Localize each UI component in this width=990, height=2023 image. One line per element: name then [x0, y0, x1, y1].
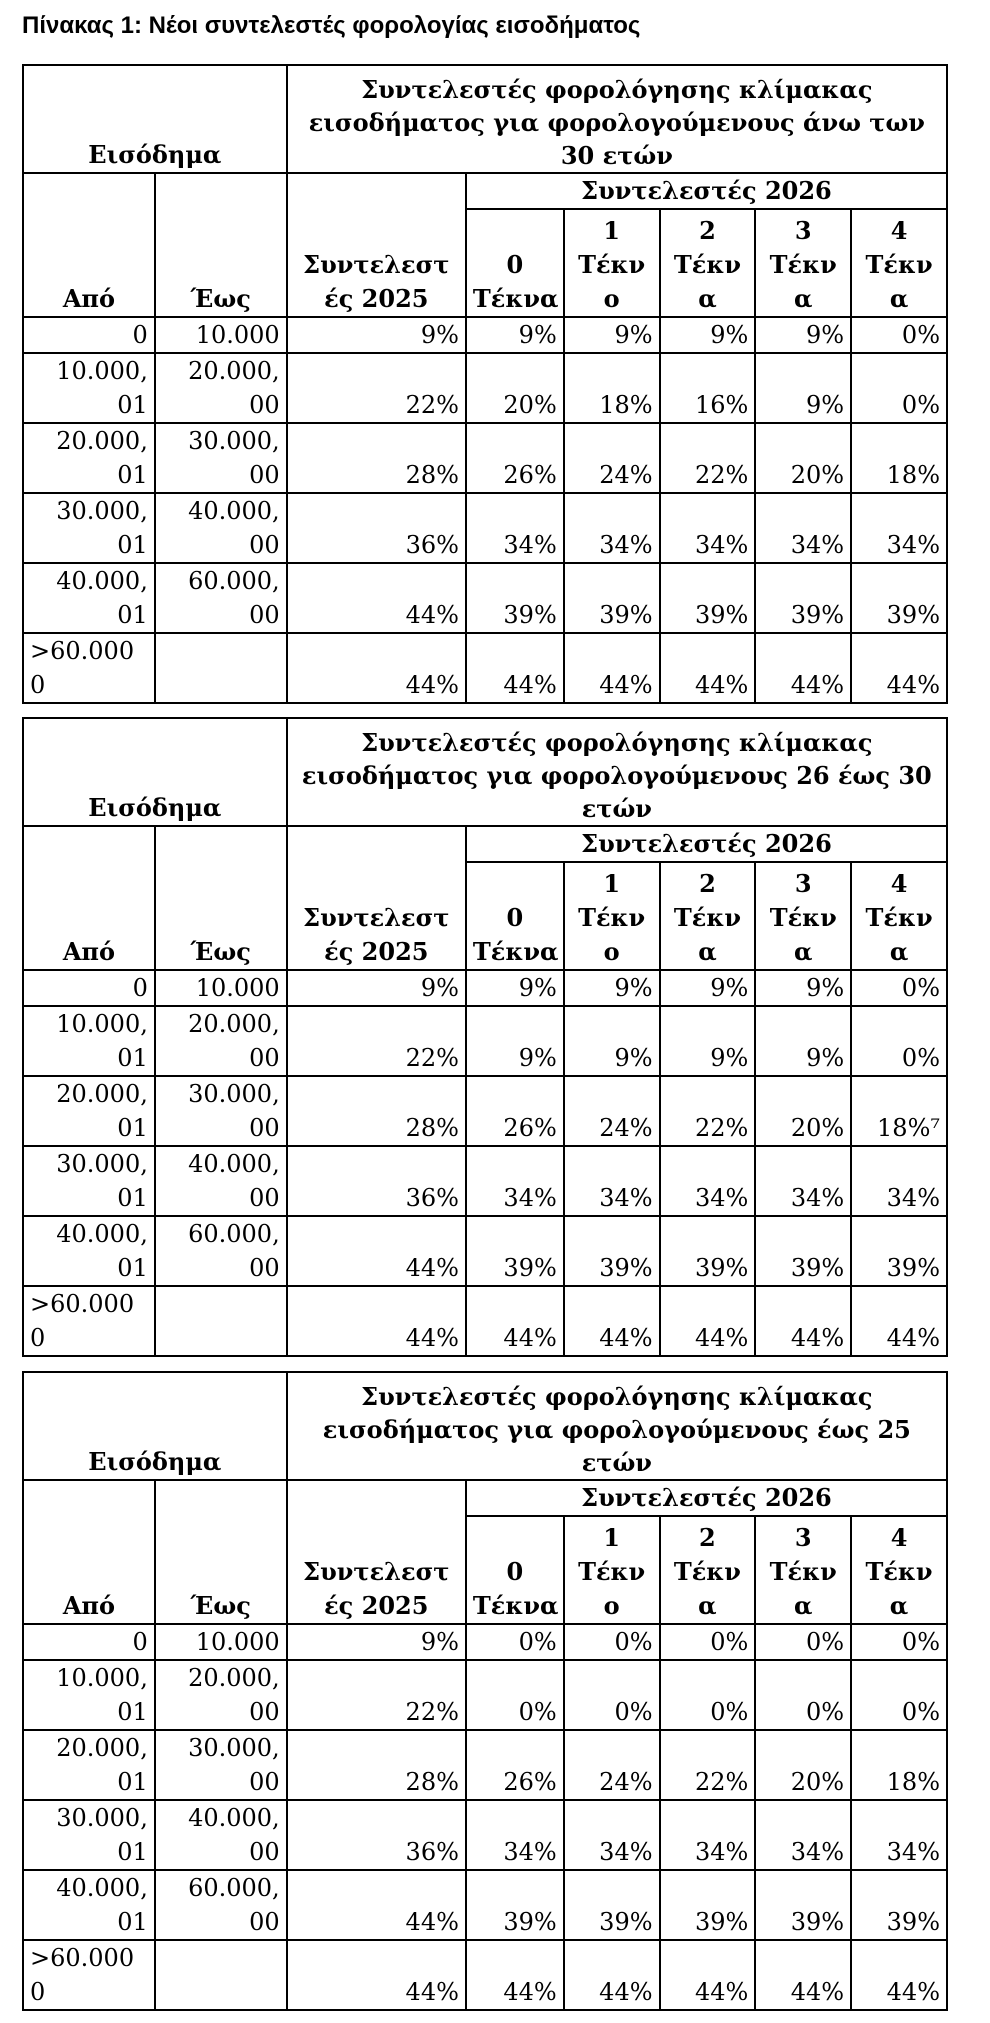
table-header-row	[23, 1372, 947, 1480]
table-row	[23, 1800, 947, 1870]
rate-2025-cell: 36%	[287, 1146, 466, 1216]
table-subheader-row	[23, 826, 947, 862]
rate-2026-cell: 18%	[851, 423, 947, 493]
income-to-cell: 40.000, 00	[155, 493, 287, 563]
rate-2026-cell: 34%	[564, 493, 660, 563]
rate-2026-cell: 44%	[564, 1940, 660, 2010]
income-header: Εισόδημα	[23, 718, 287, 826]
rate-2026-cell: 39%	[466, 1870, 564, 1940]
rate-2026-cell: 34%	[660, 493, 756, 563]
children-3-header: 3 Τέκν α	[755, 1516, 851, 1624]
rate-2026-cell: 0%	[755, 1624, 851, 1660]
rate-2026-cell: 34%	[755, 493, 851, 563]
income-to-cell: 40.000, 00	[155, 1800, 287, 1870]
rate-2026-cell: 9%	[564, 1006, 660, 1076]
rate-2025-cell: 44%	[287, 633, 466, 703]
rate-2026-cell: 44%	[851, 633, 947, 703]
rate-2026-cell: 39%	[755, 1870, 851, 1940]
rate-2026-cell: 9%	[755, 1006, 851, 1076]
rate-2026-cell: 24%	[564, 1076, 660, 1146]
rate-2025-cell: 44%	[287, 1870, 466, 1940]
rate-2026-cell: 34%	[564, 1146, 660, 1216]
rate-2026-cell: 34%	[466, 493, 564, 563]
rate-2026-cell: 26%	[466, 1730, 564, 1800]
income-from-cell: 10.000, 01	[23, 1660, 155, 1730]
income-from-cell: 40.000, 01	[23, 563, 155, 633]
income-from-cell: 40.000, 01	[23, 1216, 155, 1286]
income-from-cell: 0	[23, 1624, 155, 1660]
rate-2025-header: Συντελεστ ές 2025	[287, 826, 466, 970]
income-from-cell: >60.000 0	[23, 1286, 155, 1356]
rate-2026-cell: 44%	[660, 1286, 756, 1356]
rate-2026-cell: 18%	[851, 1730, 947, 1800]
income-from-cell: 30.000, 01	[23, 1146, 155, 1216]
rate-2026-cell: 44%	[466, 1286, 564, 1356]
rate-2026-cell: 34%	[660, 1800, 756, 1870]
rate-2026-cell: 39%	[755, 563, 851, 633]
income-to-cell: 60.000, 00	[155, 1870, 287, 1940]
to-header: Έως	[155, 826, 287, 970]
rate-2026-cell: 0%	[851, 1660, 947, 1730]
rate-2026-cell: 18%	[564, 353, 660, 423]
rate-2026-cell: 39%	[851, 1216, 947, 1286]
from-header: Από	[23, 826, 155, 970]
rate-2026-cell: 44%	[851, 1286, 947, 1356]
table-row	[23, 563, 947, 633]
tax-rate-table	[22, 64, 948, 704]
rate-2026-cell: 26%	[466, 1076, 564, 1146]
table-row	[23, 423, 947, 493]
rate-2026-cell: 0%	[564, 1624, 660, 1660]
table-subheader-row	[23, 173, 947, 209]
rate-2026-cell: 0%	[851, 1006, 947, 1076]
income-to-cell	[155, 1286, 287, 1356]
rate-2026-cell: 0%	[851, 970, 947, 1006]
rate-2026-cell: 9%	[755, 970, 851, 1006]
rate-2026-cell: 20%	[466, 353, 564, 423]
rate-2026-cell: 0%	[564, 1660, 660, 1730]
rate-2025-cell: 9%	[287, 317, 466, 353]
income-from-cell: 0	[23, 317, 155, 353]
rate-2026-cell: 39%	[564, 1216, 660, 1286]
table-header-row	[23, 65, 947, 173]
table-row	[23, 1146, 947, 1216]
table-row	[23, 1660, 947, 1730]
rate-2026-cell: 0%	[851, 353, 947, 423]
rate-2025-cell: 44%	[287, 1286, 466, 1356]
rate-2025-cell: 44%	[287, 1940, 466, 2010]
children-0-header: 0 Τέκνα	[466, 209, 564, 317]
table-title: Συντελεστές φορολόγησης κλίμακας εισοδήματος για φορολογούμενους 26 έως 30 ετών	[287, 718, 947, 826]
rate-2026-cell: 44%	[564, 1286, 660, 1356]
income-from-cell: 10.000, 01	[23, 353, 155, 423]
rate-2025-cell: 28%	[287, 1730, 466, 1800]
income-from-cell: 10.000, 01	[23, 1006, 155, 1076]
rate-2026-cell: 39%	[755, 1216, 851, 1286]
income-to-cell	[155, 633, 287, 703]
rate-2026-cell: 39%	[466, 563, 564, 633]
income-from-cell: 20.000, 01	[23, 1076, 155, 1146]
table-row	[23, 633, 947, 703]
rate-2026-cell: 9%	[466, 317, 564, 353]
income-to-cell: 40.000, 00	[155, 1146, 287, 1216]
table-subheader-row	[23, 1480, 947, 1516]
children-1-header: 1 Τέκν ο	[564, 1516, 660, 1624]
rate-2025-cell: 36%	[287, 493, 466, 563]
rate-2026-cell: 44%	[660, 633, 756, 703]
income-from-cell: 0	[23, 970, 155, 1006]
rate-2026-cell: 44%	[466, 1940, 564, 2010]
rates-2026-header: Συντελεστές 2026	[466, 826, 947, 862]
table-row	[23, 1624, 947, 1660]
rate-2026-cell: 20%	[755, 1730, 851, 1800]
rate-2025-cell: 36%	[287, 1800, 466, 1870]
rate-2026-cell: 44%	[851, 1940, 947, 2010]
income-to-cell: 30.000, 00	[155, 1730, 287, 1800]
income-header: Εισόδημα	[23, 1372, 287, 1480]
rate-2025-cell: 28%	[287, 1076, 466, 1146]
income-header: Εισόδημα	[23, 65, 287, 173]
income-from-cell: 20.000, 01	[23, 423, 155, 493]
rate-2026-cell: 39%	[660, 1870, 756, 1940]
rate-2026-cell: 34%	[851, 1146, 947, 1216]
rate-2026-cell: 16%	[660, 353, 756, 423]
rate-2026-cell: 0%	[851, 317, 947, 353]
rate-2026-cell: 20%	[755, 423, 851, 493]
rate-2026-cell: 9%	[660, 317, 756, 353]
rate-2026-cell: 34%	[755, 1800, 851, 1870]
rate-2026-cell: 39%	[660, 563, 756, 633]
rate-2026-cell: 26%	[466, 423, 564, 493]
income-to-cell: 10.000	[155, 1624, 287, 1660]
rate-2026-cell: 39%	[660, 1216, 756, 1286]
rate-2026-cell: 39%	[564, 563, 660, 633]
rate-2025-cell: 44%	[287, 1216, 466, 1286]
income-to-cell: 20.000, 00	[155, 353, 287, 423]
rate-2026-cell: 44%	[466, 633, 564, 703]
rates-2026-header: Συντελεστές 2026	[466, 1480, 947, 1516]
rate-2026-cell: 24%	[564, 1730, 660, 1800]
rate-2026-cell: 9%	[660, 1006, 756, 1076]
rate-2026-cell: 34%	[851, 493, 947, 563]
rate-2026-cell: 18%⁷	[851, 1076, 947, 1146]
rate-2026-cell: 20%	[755, 1076, 851, 1146]
rate-2026-cell: 22%	[660, 1076, 756, 1146]
table-row	[23, 493, 947, 563]
rate-2026-cell: 24%	[564, 423, 660, 493]
rate-2025-cell: 22%	[287, 353, 466, 423]
rate-2025-cell: 28%	[287, 423, 466, 493]
rate-2026-cell: 34%	[466, 1800, 564, 1870]
table-row	[23, 1216, 947, 1286]
rate-2025-cell: 22%	[287, 1006, 466, 1076]
table-row	[23, 970, 947, 1006]
income-from-cell: 30.000, 01	[23, 493, 155, 563]
children-0-header: 0 Τέκνα	[466, 1516, 564, 1624]
children-3-header: 3 Τέκν α	[755, 209, 851, 317]
rate-2026-cell: 39%	[851, 1870, 947, 1940]
rate-2026-cell: 0%	[466, 1660, 564, 1730]
rate-2026-cell: 39%	[466, 1216, 564, 1286]
from-header: Από	[23, 1480, 155, 1624]
rate-2025-header: Συντελεστ ές 2025	[287, 173, 466, 317]
table-row	[23, 1730, 947, 1800]
rate-2026-cell: 34%	[564, 1800, 660, 1870]
children-4-header: 4 Τέκν α	[851, 1516, 947, 1624]
rate-2026-cell: 9%	[660, 970, 756, 1006]
rate-2025-cell: 44%	[287, 563, 466, 633]
rate-2026-cell: 9%	[466, 970, 564, 1006]
income-to-cell: 60.000, 00	[155, 1216, 287, 1286]
tax-rate-table	[22, 717, 948, 1357]
rate-2026-cell: 0%	[755, 1660, 851, 1730]
children-1-header: 1 Τέκν ο	[564, 862, 660, 970]
rate-2026-cell: 0%	[466, 1624, 564, 1660]
rate-2025-cell: 9%	[287, 1624, 466, 1660]
rate-2026-cell: 9%	[755, 317, 851, 353]
rate-2026-cell: 34%	[466, 1146, 564, 1216]
rate-2026-cell: 44%	[660, 1940, 756, 2010]
rate-2026-cell: 44%	[755, 1940, 851, 2010]
rate-2026-cell: 34%	[851, 1800, 947, 1870]
to-header: Έως	[155, 173, 287, 317]
rate-2026-cell: 0%	[660, 1660, 756, 1730]
rate-2026-cell: 34%	[660, 1146, 756, 1216]
table-title: Συντελεστές φορολόγησης κλίμακας εισοδήματος για φορολογούμενους έως 25 ετών	[287, 1372, 947, 1480]
rate-2026-cell: 9%	[564, 970, 660, 1006]
from-header: Από	[23, 173, 155, 317]
table-row	[23, 1286, 947, 1356]
income-to-cell: 30.000, 00	[155, 1076, 287, 1146]
rate-2026-cell: 34%	[755, 1146, 851, 1216]
income-from-cell: 30.000, 01	[23, 1800, 155, 1870]
rate-2026-cell: 44%	[564, 633, 660, 703]
tax-rate-table	[22, 1371, 948, 2011]
children-0-header: 0 Τέκνα	[466, 862, 564, 970]
income-to-cell: 20.000, 00	[155, 1660, 287, 1730]
children-4-header: 4 Τέκν α	[851, 862, 947, 970]
rate-2025-cell: 9%	[287, 970, 466, 1006]
children-4-header: 4 Τέκν α	[851, 209, 947, 317]
income-to-cell	[155, 1940, 287, 2010]
income-to-cell: 20.000, 00	[155, 1006, 287, 1076]
rate-2026-cell: 44%	[755, 633, 851, 703]
table-row	[23, 317, 947, 353]
income-from-cell: >60.000 0	[23, 633, 155, 703]
income-to-cell: 60.000, 00	[155, 563, 287, 633]
to-header: Έως	[155, 1480, 287, 1624]
table-title: Συντελεστές φορολόγησης κλίμακας εισοδήματος για φορολογούμενους άνω των 30 ετών	[287, 65, 947, 173]
children-2-header: 2 Τέκν α	[660, 209, 756, 317]
income-from-cell: 20.000, 01	[23, 1730, 155, 1800]
table-row	[23, 353, 947, 423]
income-to-cell: 10.000	[155, 317, 287, 353]
children-3-header: 3 Τέκν α	[755, 862, 851, 970]
table-row	[23, 1870, 947, 1940]
table-row	[23, 1940, 947, 2010]
rate-2026-cell: 39%	[851, 563, 947, 633]
table-row	[23, 1006, 947, 1076]
rate-2025-header: Συντελεστ ές 2025	[287, 1480, 466, 1624]
rate-2026-cell: 0%	[851, 1624, 947, 1660]
rate-2026-cell: 22%	[660, 1730, 756, 1800]
income-to-cell: 30.000, 00	[155, 423, 287, 493]
rate-2026-cell: 22%	[660, 423, 756, 493]
rate-2026-cell: 9%	[755, 353, 851, 423]
rate-2026-cell: 9%	[466, 1006, 564, 1076]
rate-2026-cell: 39%	[564, 1870, 660, 1940]
income-from-cell: 40.000, 01	[23, 1870, 155, 1940]
children-2-header: 2 Τέκν α	[660, 862, 756, 970]
rate-2026-cell: 0%	[660, 1624, 756, 1660]
table-row	[23, 1076, 947, 1146]
rate-2025-cell: 22%	[287, 1660, 466, 1730]
rate-2026-cell: 44%	[755, 1286, 851, 1356]
children-1-header: 1 Τέκν ο	[564, 209, 660, 317]
children-2-header: 2 Τέκν α	[660, 1516, 756, 1624]
table-header-row	[23, 718, 947, 826]
income-to-cell: 10.000	[155, 970, 287, 1006]
page-caption: Πίνακας 1: Νέοι συντελεστές φορολογίας εισοδήματος	[22, 12, 641, 39]
rates-2026-header: Συντελεστές 2026	[466, 173, 947, 209]
rate-2026-cell: 9%	[564, 317, 660, 353]
income-from-cell: >60.000 0	[23, 1940, 155, 2010]
